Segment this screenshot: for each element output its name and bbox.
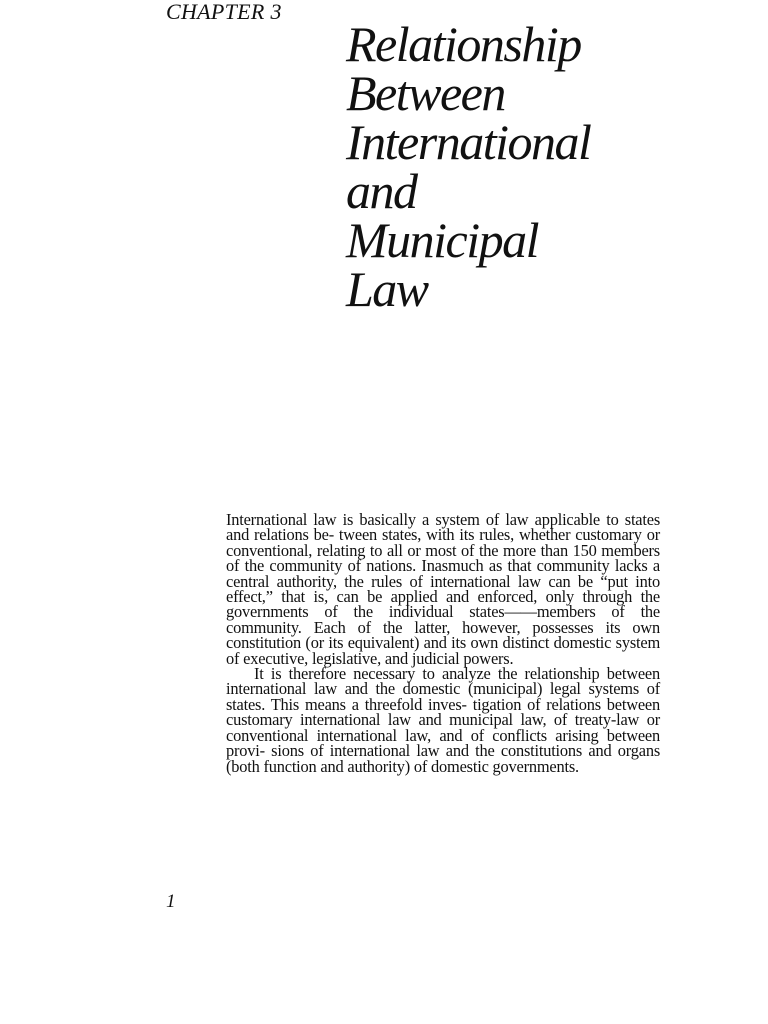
page-number: 1 — [166, 891, 176, 912]
paragraph: International law is basically a system of law applicable to states and relations be- tween states, with its rules, whether customary or conventional, relating to all or most of the more than 150 members of the community of nations. Inasmuch as that community lacks a central authority, the rules of international law can be “put into effect,” that is, can be applied and enforced, only through the governments of the individual states——members of the community. Each of the latter, however, possesses its own constitution (or its equivalent) and its own distinct domestic system of executive, legislative, and judicial powers. — [226, 510, 660, 668]
chapter-title-line: Between — [346, 65, 505, 121]
chapter-label: CHAPTER 3 — [166, 0, 282, 24]
chapter-title — [346, 16, 746, 317]
paragraph: It is therefore necessary to analyze the relationship between international law and the domestic (municipal) legal systems of states. This means a threefold inves- tigation of relations between customary international law and municipal law, of treaty-law or conventional international law, and of conflicts arising between provi- sions of international law and the constitutions and organs (both function and authority) of domestic governments. — [226, 664, 660, 776]
body-text — [226, 512, 660, 774]
chapter-title-line: International — [346, 114, 591, 170]
chapter-title-line: Relationship — [346, 16, 581, 72]
chapter-title-line: and — [346, 163, 417, 219]
chapter-title-line: Law — [346, 261, 428, 317]
chapter-title-line: Municipal — [346, 212, 539, 268]
